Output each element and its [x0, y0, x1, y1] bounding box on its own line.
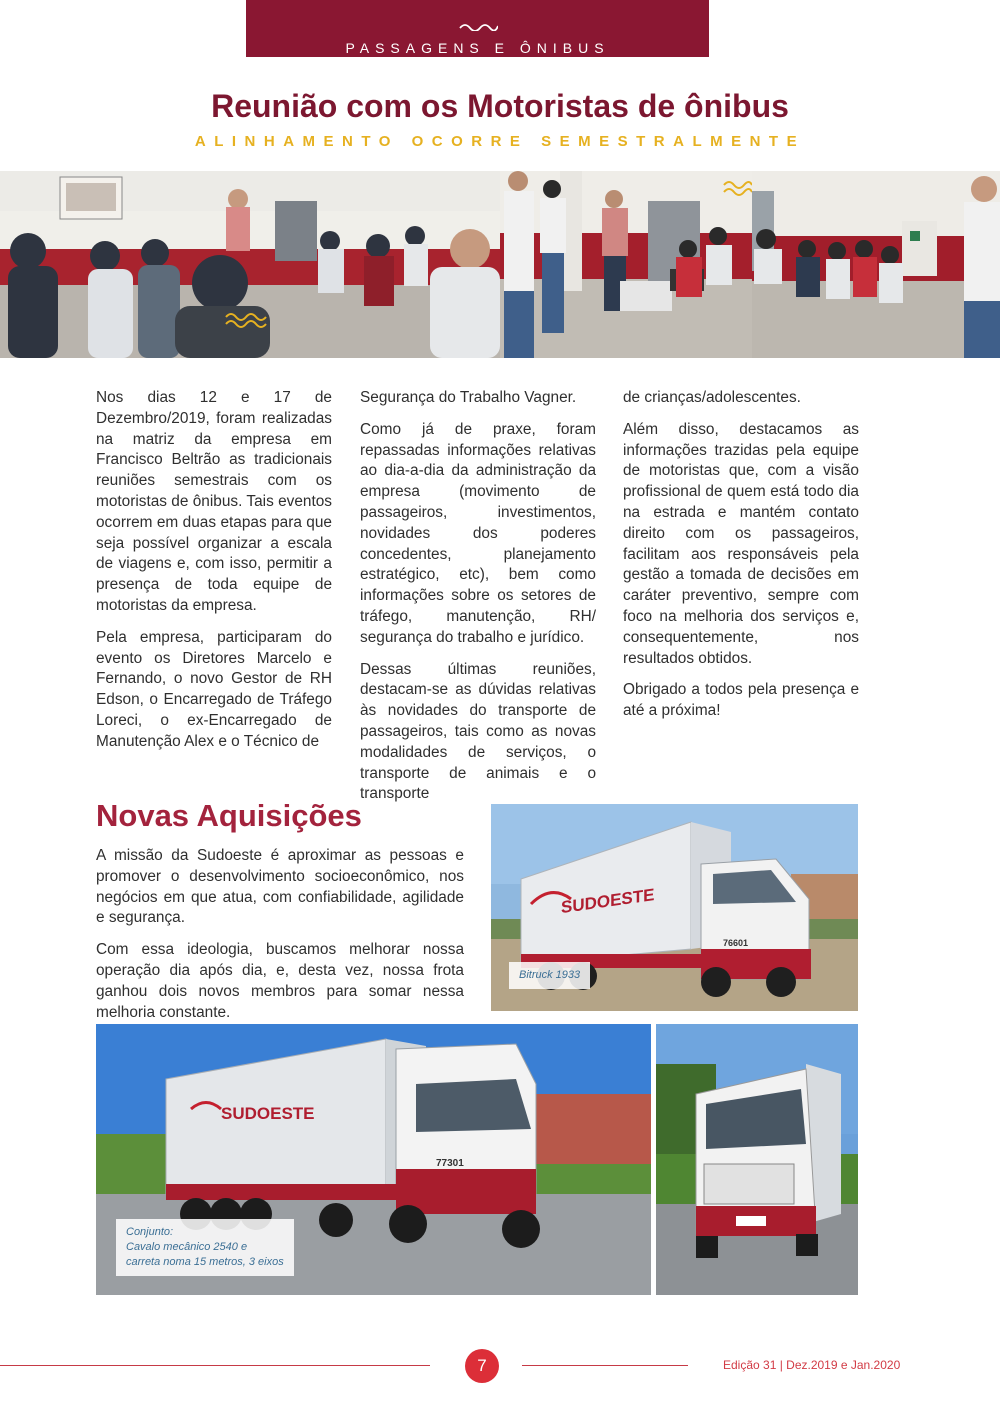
- paragraph: A missão da Sudoeste é aproximar as pessoas e promover o desenvolvimento socioeconômico, nos negócios em que atua, com confiabilidade, agilidade e segurança.: [96, 847, 464, 927]
- article-column-3: [623, 388, 859, 733]
- paragraph: Como já de praxe, foram repassadas informações relativas ao dia-a-dia da administração da empresa (movimento de passageiros, investimentos, novidades dos poderes concedentes, planejamento estratégico, etc), bem como informações sobre os setores de tráfego, manutenção, RH/ segurança do trabalho e jurídico.: [360, 420, 596, 646]
- acquisitions-intro: [96, 846, 464, 1034]
- paragraph: Além disso, destacamos as informações trazidas pela equipe de motoristas que, com a visão profissional de quem está todo dia na estrada e mantém contato direito com os passageiros, facilitam aos responsáveis pela gestão a tomada de decisões em caráter preventivo, sempre com foco na melhoria dos serviços e, consequentemente, nos resultados obtidos.: [623, 420, 859, 667]
- meeting-photo-3: [752, 171, 1000, 358]
- article-column-2: [360, 388, 596, 816]
- footer-rule-right: [522, 1365, 688, 1366]
- paragraph: Pela empresa, participaram do evento os Diretores Marcelo e Fernando, o novo Gestor de RH Edson, o Encarregado de Tráfego Loreci, o ex-Encarregado de Manutenção Alex e o Técnico de: [96, 628, 332, 750]
- paragraph: Com essa ideologia, buscamos melhorar nossa operação dia após dia, e, desta vez, nossa frota ganhou dois novos membros para somar nessa melhoria constante.: [96, 941, 464, 1021]
- truck-front-photo: [656, 1024, 858, 1295]
- meeting-photo-2: [500, 171, 752, 358]
- bitruck-caption: Bitruck 1933: [509, 962, 590, 989]
- paragraph: Dessas últimas reuniões, destacam-se as dúvidas relativas às novidades do transporte de passageiros, tais como as novas modalidades de serviços, o transporte de animais e o transporte: [360, 660, 596, 803]
- page-title: Reunião com os Motoristas de ônibus: [211, 88, 789, 124]
- truck-number-text: 77301: [436, 1158, 464, 1169]
- paragraph: Obrigado a todos pela presença e até a próxima!: [623, 681, 859, 720]
- conjunto-caption: [116, 1219, 294, 1276]
- meeting-photo-1: [0, 171, 500, 358]
- truck-number-text: 76601: [723, 938, 749, 948]
- footer-rule-left: [0, 1365, 430, 1366]
- caption-line: Conjunto:: [126, 1226, 174, 1238]
- paragraph: de crianças/adolescentes.: [623, 389, 801, 406]
- wave-ornament-icon: [246, 18, 709, 36]
- caption-line: carreta noma 15 metros, 3 eixos: [126, 1256, 284, 1268]
- truck-brand-text: SUDOESTE: [221, 1104, 315, 1123]
- article-column-1: [96, 388, 332, 764]
- paragraph: Nos dias 12 e 17 de Dezembro/2019, foram realizadas na matriz da empresa em Francisco Beltrão as tradicionais reuniões semestrais com os motoristas de ônibus. Tais eventos ocorrem em duas etapas para que seja possível organizar a escala de viagens e, com isso, permitir a presença de toda equipe de motoristas da empresa.: [96, 389, 332, 614]
- truck-brand-text: SUDOESTE: [561, 885, 655, 918]
- section-title: Novas Aquisições: [96, 798, 362, 833]
- paragraph: Segurança do Trabalho Vagner.: [360, 389, 577, 406]
- bitruck-photo: [491, 804, 858, 1011]
- caption-line: Cavalo mecânico 2540 e: [126, 1241, 248, 1253]
- section-banner: [246, 0, 709, 57]
- conjunto-photo: [96, 1024, 651, 1295]
- page-subtitle: ALINHAMENTO OCORRE SEMESTRALMENTE: [194, 133, 806, 150]
- page-number: 7: [465, 1349, 499, 1383]
- section-label: PASSAGENS E ÔNIBUS: [345, 40, 610, 56]
- edition-label: Edição 31 | Dez.2019 e Jan.2020: [723, 1358, 901, 1372]
